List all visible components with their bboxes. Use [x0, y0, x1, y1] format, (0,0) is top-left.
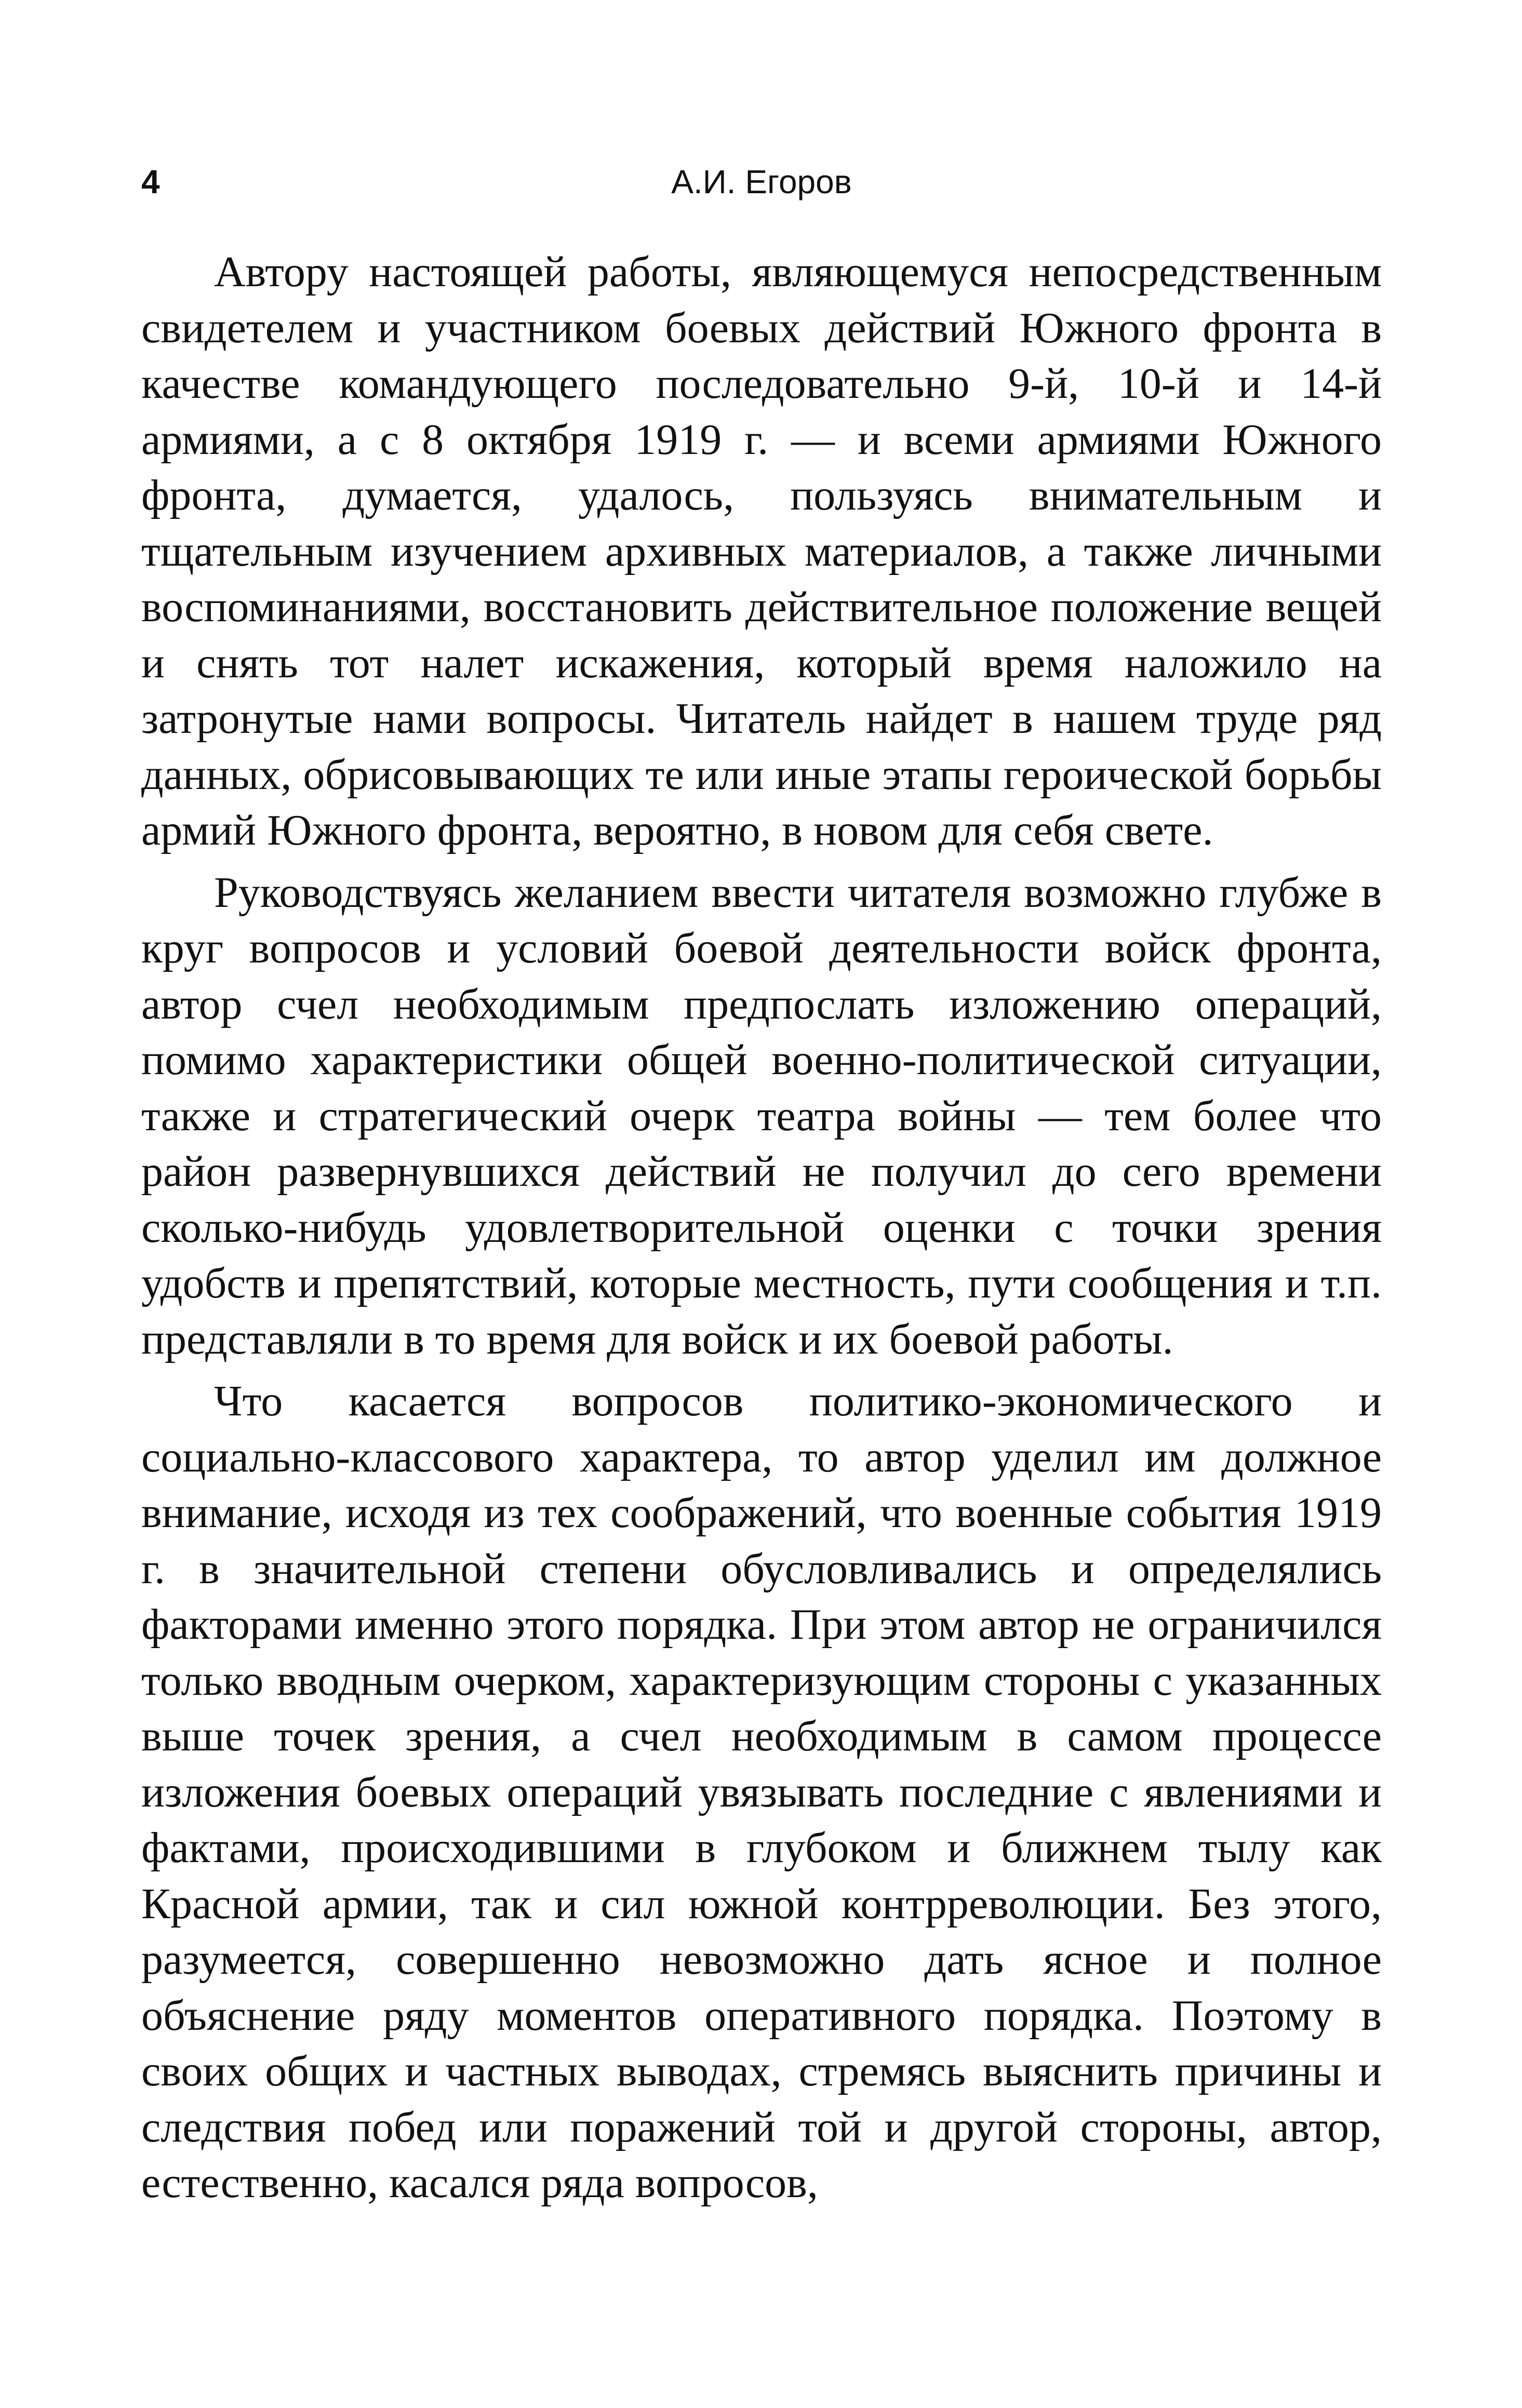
running-head-author: А.И. Егоров — [671, 163, 852, 200]
running-head — [141, 156, 1382, 208]
paragraph: Руководствуясь желанием ввести читателя возможно глубже в круг вопросов и условий боевой деятельности войск фронта, автор счел необходимым предпослать изложению операций, помимо характеристики общей военно-политической ситуации, также и стратегический очерк театра войны — тем более что район развернувшихся действий не получил до сего времени сколько-нибудь удовлетворительной оценки с точки зрения удобств и препятствий, которые местность, пути сообщения и т.п. представляли в то время для войск и их боевой работы. — [141, 868, 1382, 1363]
body-text — [141, 244, 1382, 2211]
paragraph: Автору настоящей работы, являющемуся непосредственным свидетелем и участником боевых действий Южного фронта в качестве командующего последовательно 9-й, 10-й и 14-й армиями, а с 8 октября 1919 г. — и всеми армиями Южного фронта, думается, удалось, пользуясь внимательным и тщательным изучением архивных материалов, а также личными воспоминаниями, восстановить действительное положение вещей и снять тот налет искажения, который время наложило на затронутые нами вопросы. Читатель найдет в нашем труде ряд данных, обрисовывающих те или иные этапы героической борьбы армий Южного фронта, вероятно, в новом для себя свете. — [141, 248, 1382, 854]
paragraph: Что касается вопросов политико-экономического и социально-классового характера, то автор уделил им должное внимание, исходя из тех соображений, что военные события 1919 г. в значительной степени обусловливались и определялись факторами именно этого порядка. При этом автор не ограничился только вводным очерком, характеризующим стороны с указанных выше точек зрения, а счел необходимым в самом процессе изложения боевых операций увязывать последние с явлениями и фактами, происходившими в глубоком и ближнем тылу как Красной армии, так и сил южной контрреволюции. Без этого, разумеется, совершенно невозможно дать ясное и полное объяснение ряду моментов оперативного порядка. Поэтому в своих общих и частных выводах, стремясь выяснить причины и следствия побед или поражений той и другой стороны, автор, естественно, касался ряда вопросов, — [141, 1377, 1382, 2207]
page-number: 4 — [141, 163, 160, 200]
